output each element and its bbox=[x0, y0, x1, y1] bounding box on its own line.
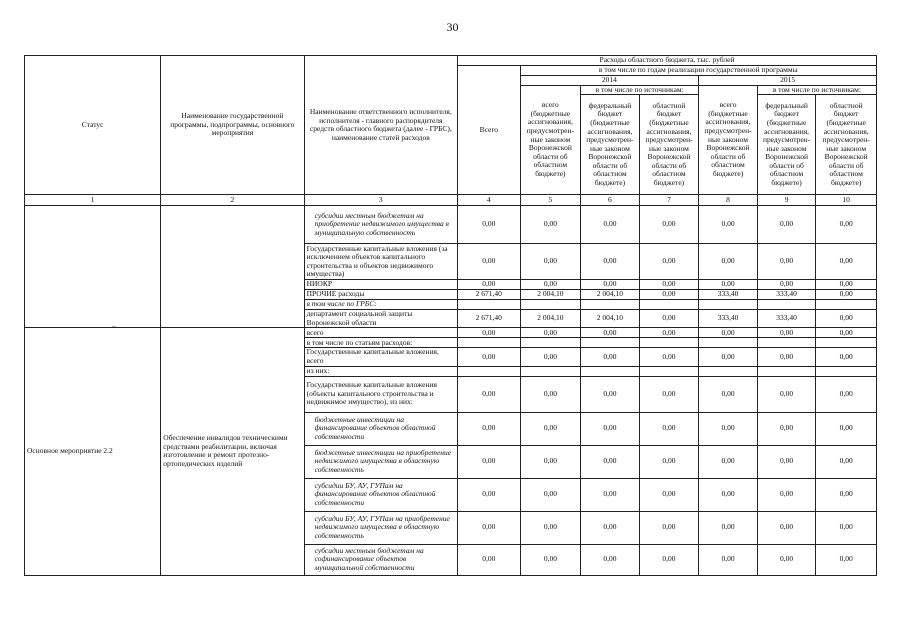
value-cell: 0,00 bbox=[520, 511, 581, 544]
row-name: субсидии БУ, АУ, ГУПам на приобретение недвижимого имущества в областную собственность bbox=[304, 511, 457, 544]
value-cell bbox=[581, 338, 640, 348]
row-name: субсидии местным бюджетам на софинансирование объектов муниципальной собственности bbox=[304, 544, 457, 575]
value-cell: 0,00 bbox=[520, 376, 581, 412]
value-cell: 0,00 bbox=[458, 511, 521, 544]
value-cell: 0,00 bbox=[816, 290, 877, 300]
header-2014-federal: федеральный бюджет (бюджетные ассигнования, предусмотрен-ные законом Воронежской области об областном бюджете) bbox=[581, 95, 640, 195]
value-cell: 0,00 bbox=[581, 445, 640, 478]
value-cell: 0,00 bbox=[699, 445, 758, 478]
value-cell: 0,00 bbox=[520, 544, 581, 575]
column-number: 2 bbox=[161, 195, 304, 206]
value-cell: 333,40 bbox=[757, 290, 816, 300]
value-cell bbox=[699, 366, 758, 376]
value-cell: 0,00 bbox=[581, 328, 640, 338]
value-cell: 0,00 bbox=[520, 280, 581, 290]
value-cell: 0,00 bbox=[458, 328, 521, 338]
header-2015-regional: областной бюджет (бюджетные ассигнования, предусмотрен-ные законом Воронежской области об областном бюджете) bbox=[816, 95, 877, 195]
column-number: 5 bbox=[520, 195, 581, 206]
value-cell bbox=[520, 366, 581, 376]
program-cell-empty bbox=[161, 206, 304, 328]
column-number: 7 bbox=[639, 195, 699, 206]
value-cell: 0,00 bbox=[520, 328, 581, 338]
value-cell: 0,00 bbox=[639, 544, 699, 575]
column-number: 4 bbox=[458, 195, 521, 206]
value-cell: 0,00 bbox=[639, 412, 699, 445]
row-name: бюджетные инвестиции на финансирование объектов областной собственности bbox=[304, 412, 457, 445]
header-year-2015: 2015 bbox=[699, 76, 877, 86]
value-cell: 0,00 bbox=[581, 280, 640, 290]
value-cell: 0,00 bbox=[581, 206, 640, 244]
value-cell: 0,00 bbox=[581, 376, 640, 412]
value-cell: 0,00 bbox=[699, 206, 758, 244]
value-cell: 0,00 bbox=[816, 206, 877, 244]
value-cell: 0,00 bbox=[816, 348, 877, 366]
row-name: из них: bbox=[304, 366, 457, 376]
value-cell: 0,00 bbox=[757, 511, 816, 544]
row-name: Государственные капитальные вложения, всего bbox=[304, 348, 457, 366]
value-cell: 0,00 bbox=[757, 376, 816, 412]
main-event-status: Основное мероприятие 2.2 bbox=[25, 328, 161, 575]
value-cell: 0,00 bbox=[581, 412, 640, 445]
value-cell: 0,00 bbox=[458, 544, 521, 575]
value-cell: 0,00 bbox=[581, 244, 640, 280]
value-cell: 0,00 bbox=[639, 445, 699, 478]
value-cell bbox=[757, 366, 816, 376]
value-cell: 0,00 bbox=[520, 445, 581, 478]
value-cell: 0,00 bbox=[581, 478, 640, 511]
value-cell bbox=[639, 366, 699, 376]
value-cell bbox=[458, 300, 521, 310]
row-name: в том числе по ГРБС: bbox=[304, 300, 457, 310]
row-name: ПРОЧИЕ расходы bbox=[304, 290, 457, 300]
value-cell: 0,00 bbox=[639, 280, 699, 290]
value-cell: 0,00 bbox=[458, 478, 521, 511]
header-executor-name: Наименование ответственного исполнителя, исполнителя - главного распорядителя средств областного бюджета (далее - ГРБС), наименование статей расходов bbox=[304, 56, 457, 195]
value-cell: 0,00 bbox=[757, 328, 816, 338]
value-cell: 0,00 bbox=[639, 376, 699, 412]
value-cell bbox=[699, 338, 758, 348]
value-cell: 0,00 bbox=[639, 310, 699, 328]
value-cell: 0,00 bbox=[699, 348, 758, 366]
value-cell: 0,00 bbox=[816, 478, 877, 511]
value-cell bbox=[458, 366, 521, 376]
value-cell: 0,00 bbox=[520, 206, 581, 244]
value-cell: 0,00 bbox=[639, 478, 699, 511]
value-cell: 0,00 bbox=[458, 412, 521, 445]
header-status: Статус bbox=[25, 56, 161, 195]
column-number: 9 bbox=[757, 195, 816, 206]
value-cell: 0,00 bbox=[816, 511, 877, 544]
row-name: бюджетные инвестиции на приобретение недвижимого имущества в областную собственность bbox=[304, 445, 457, 478]
value-cell: 0,00 bbox=[816, 412, 877, 445]
main-event-name: Обеспечение инвалидов техническими средствами реабилитации, включая изготовление и ремонт протезно-ортопедических изделий bbox=[161, 328, 304, 575]
value-cell: 0,00 bbox=[520, 244, 581, 280]
value-cell: 0,00 bbox=[699, 244, 758, 280]
value-cell: 2 004,10 bbox=[581, 310, 640, 328]
header-2015-total: всего (бюджетные ассигнования, предусмотрен-ные законом Воронежской области об областном бюджете) bbox=[699, 85, 758, 195]
header-2015-sources: в том числе по источникам: bbox=[757, 85, 876, 95]
column-number: 1 bbox=[25, 195, 161, 206]
value-cell: 0,00 bbox=[699, 328, 758, 338]
value-cell: 0,00 bbox=[757, 206, 816, 244]
value-cell bbox=[639, 300, 699, 310]
value-cell: 0,00 bbox=[816, 244, 877, 280]
value-cell: 0,00 bbox=[458, 206, 521, 244]
value-cell: 0,00 bbox=[639, 290, 699, 300]
value-cell bbox=[757, 338, 816, 348]
value-cell: 0,00 bbox=[520, 478, 581, 511]
row-name: Государственные капитальные вложения (за исключением объектов капитального строительства и объектов недвижимого имущества) bbox=[304, 244, 457, 280]
value-cell bbox=[816, 338, 877, 348]
header-2014-sources: в том числе по источникам: bbox=[581, 85, 699, 95]
value-cell bbox=[757, 300, 816, 310]
value-cell: 0,00 bbox=[699, 478, 758, 511]
value-cell: 0,00 bbox=[639, 244, 699, 280]
value-cell bbox=[581, 366, 640, 376]
header-budget-title: Расходы областного бюджета, тыс. рублей bbox=[458, 56, 877, 66]
value-cell: 0,00 bbox=[757, 544, 816, 575]
column-number-row bbox=[25, 195, 877, 206]
value-cell: 0,00 bbox=[757, 478, 816, 511]
row-name: субсидии БУ, АУ, ГУПам на финансирование объектов областной собственности bbox=[304, 478, 457, 511]
header-year-2014: 2014 bbox=[520, 76, 699, 86]
value-cell: 0,00 bbox=[816, 544, 877, 575]
value-cell: 0,00 bbox=[757, 244, 816, 280]
value-cell: 333,40 bbox=[757, 310, 816, 328]
value-cell: 0,00 bbox=[699, 280, 758, 290]
value-cell: 0,00 bbox=[757, 445, 816, 478]
value-cell: 0,00 bbox=[816, 376, 877, 412]
header-years-title: в том числе по годам реализации государственной программы bbox=[520, 66, 876, 76]
value-cell: 0,00 bbox=[639, 328, 699, 338]
value-cell: 2 671,40 bbox=[458, 310, 521, 328]
value-cell bbox=[458, 338, 521, 348]
value-cell bbox=[816, 366, 877, 376]
value-cell bbox=[699, 300, 758, 310]
value-cell bbox=[581, 300, 640, 310]
page-number: 30 bbox=[446, 20, 459, 34]
value-cell: 0,00 bbox=[699, 376, 758, 412]
value-cell: 0,00 bbox=[816, 328, 877, 338]
header-2014-regional: областной бюджет (бюджетные ассигнования, предусмотрен-ные законом Воронежской области об областном бюджете) bbox=[639, 95, 699, 195]
value-cell: 0,00 bbox=[757, 280, 816, 290]
value-cell: 333,40 bbox=[699, 310, 758, 328]
table-row bbox=[25, 206, 877, 244]
value-cell: 2 671,40 bbox=[458, 290, 521, 300]
header-total: Всего bbox=[458, 66, 521, 195]
stray-mark: ⌐ bbox=[112, 322, 117, 331]
value-cell: 0,00 bbox=[816, 310, 877, 328]
value-cell: 333,40 bbox=[699, 290, 758, 300]
value-cell bbox=[639, 338, 699, 348]
row-name: всего bbox=[304, 328, 457, 338]
column-number: 6 bbox=[581, 195, 640, 206]
header-2014-total: всего (бюджетные ассигнования, предусмотрен-ные законом Воронежской области об областном бюджете) bbox=[520, 85, 581, 195]
value-cell: 0,00 bbox=[639, 511, 699, 544]
value-cell: 0,00 bbox=[520, 412, 581, 445]
column-number: 10 bbox=[816, 195, 877, 206]
row-name: в том числе по статьям расходов: bbox=[304, 338, 457, 348]
value-cell: 0,00 bbox=[639, 348, 699, 366]
header-2015-federal: федеральный бюджет (бюджетные ассигнования, предусмотрен-ные законом Воронежской области об областном бюджете) bbox=[757, 95, 816, 195]
column-number: 3 bbox=[304, 195, 457, 206]
value-cell bbox=[520, 300, 581, 310]
row-name: НИОКР bbox=[304, 280, 457, 290]
row-name: субсидии местным бюджетам на приобретение недвижимого имущества в муниципальную собственность bbox=[304, 206, 457, 244]
value-cell: 2 004,10 bbox=[520, 310, 581, 328]
value-cell: 0,00 bbox=[458, 280, 521, 290]
value-cell: 0,00 bbox=[816, 445, 877, 478]
value-cell bbox=[520, 338, 581, 348]
value-cell: 0,00 bbox=[816, 280, 877, 290]
value-cell: 0,00 bbox=[458, 445, 521, 478]
value-cell: 0,00 bbox=[520, 348, 581, 366]
row-name: Государственные капитальные вложения (объекты капитального строительства и недвижимое имущество), из них: bbox=[304, 376, 457, 412]
value-cell: 0,00 bbox=[581, 348, 640, 366]
value-cell: 0,00 bbox=[757, 412, 816, 445]
value-cell: 0,00 bbox=[699, 511, 758, 544]
value-cell: 0,00 bbox=[458, 348, 521, 366]
value-cell: 0,00 bbox=[699, 544, 758, 575]
value-cell: 0,00 bbox=[458, 376, 521, 412]
budget-table bbox=[24, 55, 877, 576]
value-cell: 0,00 bbox=[699, 412, 758, 445]
value-cell: 0,00 bbox=[639, 206, 699, 244]
value-cell: 2 004,10 bbox=[581, 290, 640, 300]
header-program-name: Наименование государственной программы, подпрограммы, основного мероприятия bbox=[161, 56, 304, 195]
value-cell bbox=[816, 300, 877, 310]
value-cell: 0,00 bbox=[581, 511, 640, 544]
value-cell: 0,00 bbox=[458, 244, 521, 280]
value-cell: 0,00 bbox=[581, 544, 640, 575]
status-cell-empty bbox=[25, 206, 161, 328]
column-number: 8 bbox=[699, 195, 758, 206]
value-cell: 2 004,10 bbox=[520, 290, 581, 300]
table-row bbox=[25, 328, 877, 338]
value-cell: 0,00 bbox=[757, 348, 816, 366]
row-name: департамент социальной защиты Воронежской области bbox=[304, 310, 457, 328]
